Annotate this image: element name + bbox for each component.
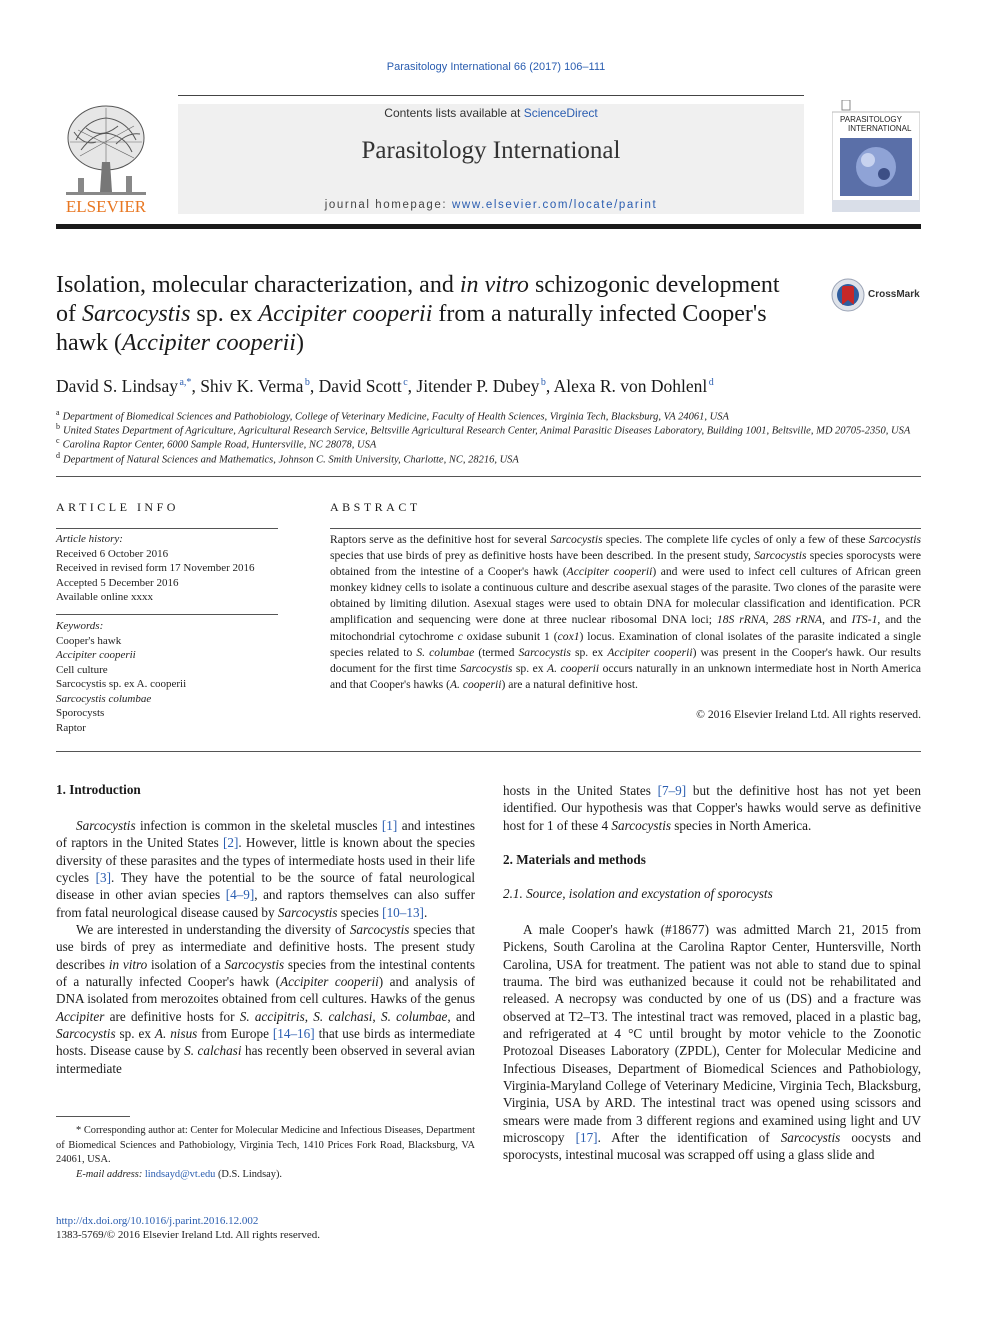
article-info-heading: ARTICLE INFO: [56, 500, 179, 514]
sciencedirect-link[interactable]: ScienceDirect: [523, 106, 598, 120]
elsevier-logo: [56, 100, 156, 216]
title-part-italic: in vitro: [459, 272, 529, 298]
author-name[interactable]: Alexa R. von Dohlenl: [553, 375, 708, 396]
keyword: Accipiter cooperii: [56, 649, 136, 661]
author-affiliation-marker[interactable]: c: [403, 377, 408, 388]
crossmark-badge[interactable]: [830, 277, 930, 313]
doi-link[interactable]: http://dx.doi.org/10.1016/j.parint.2016.12.002: [56, 1215, 259, 1227]
citation-link[interactable]: [17]: [575, 1130, 598, 1146]
publisher-wordmark: ELSEVIER: [65, 197, 147, 216]
affiliation-marker: c: [56, 436, 60, 445]
affiliation-marker: a: [56, 408, 60, 417]
affiliation-marker: b: [56, 422, 60, 431]
section-heading-introduction: 1. Introduction: [56, 782, 141, 797]
title-part-italic: Accipiter cooperii: [121, 330, 296, 356]
corresponding-author-note: * Corresponding author at: Center for Molecular Medicine and Infectious Diseases, Department of Biomedical Sciences and Pathobiology, Virginia Tech, 1410 Prices Fork Road, Blacksburg, VA 24061, USA.: [56, 1125, 475, 1165]
abstract-rule: [330, 528, 921, 529]
keyword: Raptor: [56, 721, 86, 734]
title-part: schizogonic development of: [56, 272, 780, 327]
email-label: E-mail address:: [76, 1168, 145, 1180]
abstract-heading: ABSTRACT: [330, 500, 421, 514]
contents-available-line: [178, 106, 804, 120]
keyword: Sporocysts: [56, 707, 105, 719]
affiliation-text: Department of Biomedical Sciences and Pathobiology, College of Veterinary Medicine, Faculty of Health Sciences, Virginia Tech, Blacksburg, VA 24061, USA: [62, 411, 729, 423]
keywords-rule: [56, 614, 278, 615]
title-block-rule: [56, 476, 921, 477]
cover-title-line2: INTERNATIONAL: [848, 124, 912, 133]
citation-link[interactable]: [2]: [222, 835, 239, 851]
affiliation: [56, 449, 936, 467]
cover-title-line1: PARASITOLOGY: [840, 115, 902, 124]
journal-cover-thumbnail[interactable]: [832, 100, 920, 212]
homepage-prefix: journal homepage:: [324, 199, 453, 211]
title-part-italic: Sarcocystis: [82, 301, 191, 327]
author-list: David S. Lindsay $^{a,*}$, Shiv K. Verma $^b$, David Scott $^c$, Jitender P. Dubey $^b$, Alexa R. von Dohlenl $^d$: [56, 375, 714, 396]
author-affiliation-marker[interactable]: a,*: [179, 377, 192, 388]
crossmark-label: CrossMark: [868, 289, 920, 300]
title-part-italic: Accipiter cooperii: [258, 301, 433, 327]
keyword: Cell culture: [56, 663, 108, 676]
title-part: ): [295, 330, 304, 356]
citation-link[interactable]: [3]: [95, 870, 111, 886]
issn-copyright: 1383-5769/© 2016 Elsevier Ireland Ltd. All rights reserved.: [56, 1229, 321, 1241]
affiliation-text: Carolina Raptor Center, 6000 Sample Road, Huntersville, NC 28078, USA: [62, 439, 377, 451]
journal-citation[interactable]: Parasitology International 66 (2017) 106–111: [386, 61, 606, 73]
author-name[interactable]: Jitender P. Dubey: [416, 375, 540, 396]
title-part: Isolation, molecular characterization, and: [56, 272, 460, 298]
keyword: Sarcocystis sp. ex A. cooperii: [56, 678, 187, 690]
article-title: [56, 271, 786, 358]
body-rule: [56, 751, 921, 752]
journal-homepage-link[interactable]: www.elsevier.com/locate/parint: [452, 199, 658, 211]
author-name[interactable]: David Scott: [318, 375, 402, 396]
corresponding-author-footnote: [56, 1124, 475, 1182]
masthead-top-rule: [178, 95, 804, 96]
email-suffix: (D.S. Lindsay).: [215, 1168, 283, 1180]
affiliation-marker: d: [56, 451, 60, 460]
abstract-copyright: © 2016 Elsevier Ireland Ltd. All rights reserved.: [696, 708, 921, 721]
keywords-label: Keywords:: [56, 620, 104, 632]
citation-link[interactable]: [1]: [381, 818, 398, 833]
introduction-text: Sarcocystis infection is common in the skeletal muscles [1] and intestines of raptors in the United States [2]. However, little is known about the species diversity of these parasites and the types of intermediate hosts used in their life cycles [3]. They have the potential to be the source of fatal neurological disease in other avian species [4–9], and raptors themselves can also suffer from fatal neurological disease caused by Sarcocystis species [10–13]. We are interested in understanding the diversity of Sarcocystis species that use birds of prey as intermediate and definitive hosts. The present study describes in vitro isolation of a Sarcocystis species from the intestinal contents of a naturally infected Cooper's hawk (Accipiter cooperii) and analysis of DNA isolated from merozoites obtained from cell cultures. Hawks of the genus Accipiter are definitive hosts for S. accipitris, S. calchasi, S. columbae, and Sarcocystis sp. ex A. nisus from Europe [14–16] that use birds as intermediate hosts. Disease cause by S. calchasi has recently been observed in several avian intermediate: [56, 818, 476, 1076]
keyword-list: [56, 619, 296, 735]
abstract-text: Raptors serve as the definitive host for several Sarcocystis species. The complete life cycles of only a few of these Sarcocystis species that use birds of prey as definitive hosts have been described. In the present study, Sarcocystis species sporocysts were obtained from the intestine of a Cooper's hawk (Accipiter cooperii) and were used to infect cell cultures of African green monkey kidney cells to isolate a continuous culture and describe asexual stages of the parasite. Two clones of the parasite were obtained by limiting dilution. Asexual stages were used to obtain DNA for molecular classification and identification. PCR amplification and sequencing were done at three nuclear ribosomal DNA loci; 18S rRNA, 28S rRNA, and ITS-1, and the mitochondrial cytochrome c oxidase subunit 1 (cox1) locus. Examination of clonal isolates of the parasite indicated a single species related to S. columbae (termed Sarcocystis sp. ex Accipiter cooperii) was present in the Cooper's hawk. Our results document for the first time Sarcocystis sp. ex A. cooperii occurs naturally in an unknown intermediate host in North America and that Cooper's hawks (A. cooperii) are a natural definitive host.: [330, 533, 922, 691]
author-email-link[interactable]: lindsayd@vt.edu: [144, 1168, 216, 1180]
history-entry: Accepted 5 December 2016: [56, 576, 179, 589]
title-part: from a naturally infected Cooper's hawk (: [56, 301, 767, 356]
history-entry: Received 6 October 2016: [56, 547, 169, 560]
journal-name: Parasitology International: [361, 137, 621, 164]
history-entry: Received in revised form 17 November 2016: [56, 562, 255, 574]
article-history-label: Article history:: [56, 533, 123, 545]
affiliation-text: Department of Natural Sciences and Mathematics, Johnson C. Smith University, Charlotte, NC, 28216, USA: [63, 454, 519, 466]
methods-text: A male Cooper's hawk (#18677) was admitted March 21, 2015 from Pickens, South Carolina at the Carolina Raptor Center, Huntersville, North Carolina, USA for treatment. The patient was not able to stand due to spinal trauma. The bird was euthanized because it could not be rehabilitated and released. A necropsy was conducted by one of us (DS) and a fracture was observed at T2–T3. The intestinal tract was removed, placed in a plastic bag, and refrigerated at 4 °C until brought by motor vehicle to the Zoonotic Protozoal Diseases Laboratory (ZPDL), Center for Molecular Medicine and Infectious Diseases, Department of Biomedical Sciences and Pathobiology, Virginia-Maryland College of Veterinary Medicine, Virginia Tech, Blacksburg, Virginia, USA by ARD. The intestinal tract was opened using scissors and smears were made from 3 different regions and examined using light and UV microscopy [17]. After the identification of Sarcocystis oocysts and sporocysts, intestinal mucosal was scrapped off using a glass slide and: [503, 922, 921, 1163]
contents-prefix: Contents lists available at: [384, 106, 524, 120]
citation-link[interactable]: [7–9]: [657, 783, 687, 798]
author-affiliation-marker[interactable]: d: [708, 377, 714, 388]
section-heading-methods: 2. Materials and methods: [503, 852, 646, 867]
subsection-heading-source: 2.1. Source, isolation and excystation of sporocysts: [503, 886, 773, 901]
author-name[interactable]: Shiv K. Verma: [200, 375, 304, 396]
keyword: Cooper's hawk: [56, 634, 122, 647]
citation-link[interactable]: [4–9]: [225, 887, 255, 903]
article-info-rule: [56, 528, 278, 529]
article-history: [56, 532, 296, 605]
keyword: Sarcocystis columbae: [56, 692, 152, 705]
citation-link[interactable]: [14–16]: [272, 1026, 315, 1042]
header-rule: [56, 224, 921, 229]
author-affiliation-marker[interactable]: b: [540, 377, 546, 388]
title-part: sp. ex: [190, 301, 259, 327]
author-name[interactable]: David S. Lindsay: [56, 375, 179, 396]
footnote-rule: [56, 1116, 130, 1117]
history-entry: Available online xxxx: [56, 591, 153, 603]
journal-homepage-line: [178, 199, 804, 211]
citation-link[interactable]: [10–13]: [382, 904, 424, 920]
author-affiliation-marker[interactable]: b: [304, 377, 310, 388]
introduction-text-continued: hosts in the United States [7–9] but the definitive host has not yet been identified. Our hypothesis was that Copper's hawks would serve as definitive host for 1 of these 4 Sarcocystis species in North America.: [503, 783, 921, 833]
affiliation-text: United States Department of Agriculture, Agricultural Research Service, Beltsville Agricultural Research Center, Animal Parasitic Diseases Laboratory, Building 1001, Beltsville, MD 20705-2350, USA: [63, 425, 911, 437]
